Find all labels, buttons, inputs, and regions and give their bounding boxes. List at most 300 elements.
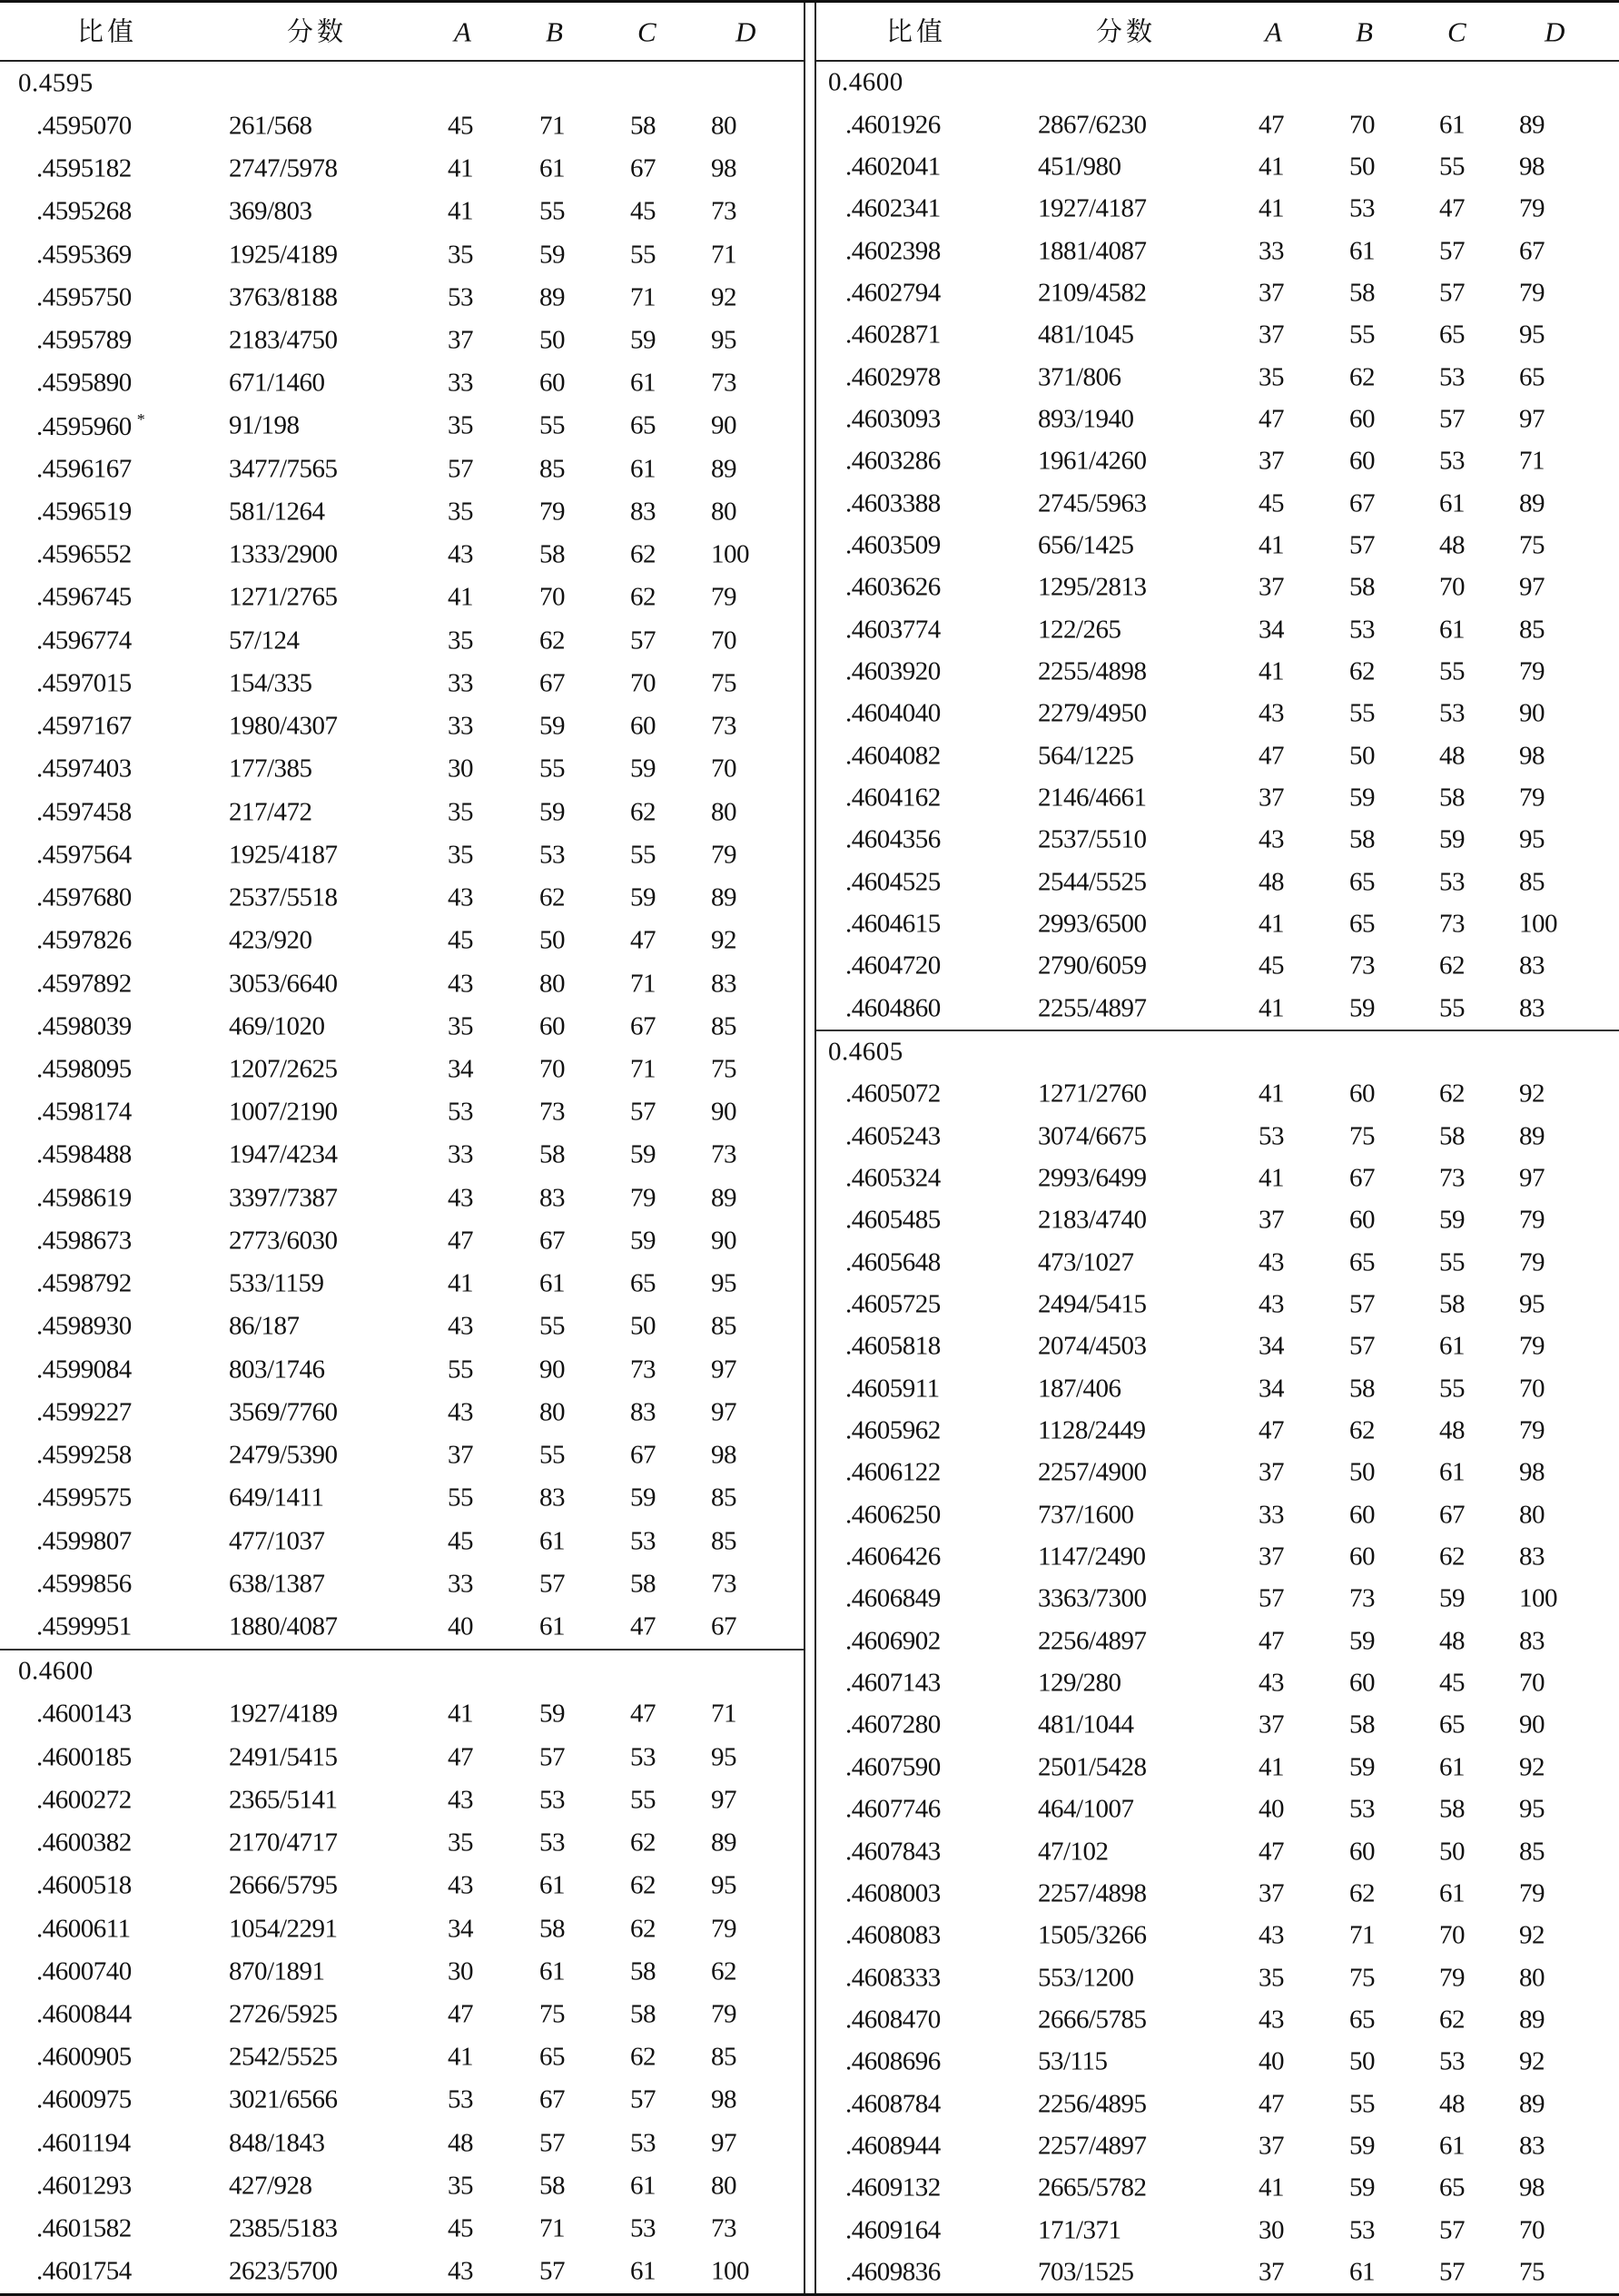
d-cell: 95	[711, 1268, 736, 1298]
a-cell: 37	[1259, 572, 1284, 602]
b-cell: 65	[1349, 1247, 1375, 1277]
table-row	[0, 833, 804, 876]
ratio-cell	[36, 756, 132, 783]
table-row	[0, 1348, 804, 1391]
ratio-cell	[36, 153, 132, 183]
table-row	[0, 1391, 804, 1434]
table-row	[816, 2252, 1619, 2293]
ratio-cell	[845, 2217, 941, 2243]
c-cell: 47	[1439, 193, 1465, 223]
fraction-cell: 2867/6230	[1038, 110, 1147, 140]
table-row	[0, 920, 804, 962]
fraction-cell: 154/335	[229, 668, 312, 698]
ratio-cell	[845, 743, 941, 769]
fraction-cell: 3021/6566	[229, 2084, 338, 2114]
fraction-cell: 1947/4234	[229, 1139, 338, 1169]
c-cell: 61	[630, 368, 656, 398]
ratio-cell	[845, 2175, 941, 2202]
header-fraction: 分数	[1096, 15, 1157, 46]
header-c: C	[637, 15, 656, 47]
a-cell: 41	[1259, 1163, 1284, 1193]
fraction-cell: 2256/4895	[1038, 2089, 1147, 2119]
ratio-value: .4608696	[845, 2046, 941, 2076]
table-row	[816, 1242, 1619, 1284]
a-cell: 41	[1259, 152, 1284, 182]
a-cell: 30	[1259, 2215, 1284, 2245]
table-row	[0, 1520, 804, 1562]
ratio-cell	[845, 2046, 941, 2076]
fraction-cell: 2491/5415	[229, 1742, 338, 1772]
b-cell: 55	[539, 754, 565, 783]
c-cell: 53	[630, 2213, 656, 2243]
table-row	[0, 448, 804, 490]
ratio-cell	[36, 1311, 132, 1341]
c-cell: 55	[1439, 1374, 1465, 1404]
fraction-cell: 1927/4189	[229, 1699, 338, 1729]
c-cell: 61	[1439, 615, 1465, 645]
c-cell: 59	[1439, 1205, 1465, 1235]
a-cell: 34	[448, 1054, 473, 1084]
fraction-cell: 638/1387	[229, 1569, 325, 1599]
d-cell: 97	[711, 1355, 736, 1384]
c-cell: 62	[630, 1914, 656, 1944]
ratio-cell	[845, 322, 941, 349]
d-cell: 79	[711, 1999, 736, 2029]
b-cell: 58	[539, 539, 565, 569]
table-row	[0, 534, 804, 576]
c-cell: 53	[630, 2128, 656, 2158]
b-cell: 83	[539, 1183, 565, 1213]
d-cell: 95	[1519, 1289, 1545, 1319]
a-cell: 43	[448, 2256, 473, 2286]
ratio-cell	[36, 670, 132, 696]
ratio-cell	[845, 698, 941, 728]
ratio-value: .4598930	[36, 1311, 132, 1341]
a-cell: 35	[448, 797, 473, 827]
a-cell: 37	[1259, 446, 1284, 476]
a-cell: 37	[1259, 320, 1284, 350]
ratio-value: .4600975	[36, 2084, 132, 2114]
b-cell: 61	[539, 1526, 565, 1556]
d-cell: 97	[711, 1397, 736, 1427]
d-cell: 85	[1519, 1837, 1545, 1867]
c-cell: 59	[630, 325, 656, 355]
table-row	[816, 482, 1619, 524]
ratio-value: .4599856	[36, 1569, 132, 1599]
d-cell: 95	[1519, 320, 1545, 350]
a-cell: 53	[448, 1097, 473, 1127]
b-cell: 62	[1349, 362, 1375, 392]
c-cell: 62	[630, 797, 656, 827]
b-cell: 61	[539, 1611, 565, 1641]
a-cell: 43	[1259, 1920, 1284, 1950]
fraction-cell: 893/1940	[1038, 404, 1134, 434]
ratio-value: .4603774	[845, 615, 941, 645]
table-body	[0, 62, 804, 2293]
d-cell: 83	[1519, 951, 1545, 980]
b-cell: 60	[539, 368, 565, 398]
ratio-value: .4598095	[36, 1054, 132, 1084]
table-row	[816, 146, 1619, 188]
fraction-cell: 369/803	[229, 196, 312, 226]
ratio-cell	[845, 824, 941, 854]
ratio-cell	[36, 1139, 132, 1169]
table-row	[0, 1907, 804, 1950]
table-row	[0, 1821, 804, 1864]
fraction-cell: 3363/7300	[1038, 1583, 1147, 1613]
ratio-cell	[845, 1794, 941, 1824]
c-cell: 55	[1439, 1247, 1465, 1277]
d-cell: 83	[711, 969, 736, 999]
c-cell: 70	[1439, 1920, 1465, 1950]
group-row	[0, 62, 804, 104]
ratio-cell	[845, 1163, 941, 1193]
table-right-half	[814, 3, 1619, 2293]
b-cell: 75	[1349, 1121, 1375, 1151]
a-cell: 33	[448, 1139, 473, 1169]
b-cell: 58	[1349, 1374, 1375, 1404]
c-cell: 47	[630, 1699, 656, 1729]
d-cell: 85	[1519, 867, 1545, 897]
table-row	[816, 103, 1619, 145]
d-cell: 70	[1519, 1668, 1545, 1698]
b-cell: 55	[539, 410, 565, 440]
table-row	[816, 862, 1619, 903]
d-cell: 100	[1519, 1583, 1557, 1613]
ratio-cell	[845, 1207, 941, 1234]
fraction-cell: 2537/5510	[1038, 824, 1147, 854]
b-cell: 50	[1349, 1457, 1375, 1487]
d-cell: 83	[1519, 1626, 1545, 1656]
fraction-cell: 2544/5525	[1038, 867, 1147, 897]
table-row	[0, 1263, 804, 1306]
fraction-cell: 649/1411	[229, 1483, 324, 1513]
fraction-cell: 2479/5390	[229, 1440, 338, 1470]
ratio-value: .4595890	[36, 368, 132, 398]
a-cell: 47	[1259, 741, 1284, 771]
d-cell: 75	[711, 1054, 736, 1084]
header-b: B	[1356, 15, 1373, 47]
ratio-cell	[845, 1712, 941, 1739]
a-cell: 41	[448, 2042, 473, 2072]
a-cell: 33	[1259, 236, 1284, 266]
ratio-cell	[845, 532, 941, 558]
b-cell: 57	[1349, 1331, 1375, 1361]
table-row	[0, 1134, 804, 1177]
a-cell: 47	[448, 1226, 473, 1256]
table-row	[0, 233, 804, 276]
a-cell: 43	[448, 882, 473, 912]
ratio-cell	[36, 627, 132, 654]
a-cell: 57	[1259, 1583, 1284, 1613]
table-row	[0, 1434, 804, 1477]
ratio-cell	[845, 616, 941, 643]
ratio-value: .4604162	[845, 783, 941, 813]
a-cell: 57	[448, 454, 473, 484]
table-row	[0, 2208, 804, 2251]
b-cell: 61	[539, 153, 565, 183]
d-cell: 70	[1519, 2215, 1545, 2245]
b-cell: 50	[1349, 2046, 1375, 2076]
d-cell: 90	[711, 410, 736, 440]
ratio-value: .4605725	[845, 1289, 941, 1319]
c-cell: 62	[630, 539, 656, 569]
ratio-cell	[36, 1611, 132, 1641]
table-row	[816, 440, 1619, 482]
table-row	[816, 1536, 1619, 1578]
a-cell: 41	[1259, 1079, 1284, 1109]
ratio-cell	[845, 1880, 941, 1907]
ratio-cell	[845, 953, 941, 980]
ratio-cell	[845, 785, 941, 812]
table-row	[816, 1747, 1619, 1789]
b-cell: 67	[539, 2084, 565, 2114]
table-left-half	[0, 3, 805, 2293]
fraction-cell: 656/1425	[1038, 530, 1134, 560]
ratio-cell	[36, 196, 132, 226]
b-cell: 70	[539, 1054, 565, 1084]
fraction-cell: 2537/5518	[229, 882, 338, 912]
table-row	[0, 276, 804, 319]
b-cell: 61	[1349, 2257, 1375, 2287]
a-cell: 45	[448, 2213, 473, 2243]
d-cell: 97	[711, 2128, 736, 2158]
ratio-cell	[36, 1485, 132, 1512]
ratio-cell	[845, 1670, 941, 1697]
table-row	[0, 576, 804, 619]
ratio-value: .4598174	[36, 1097, 132, 1127]
d-cell: 98	[1519, 152, 1545, 182]
table-section	[0, 1649, 804, 2293]
ratio-value: .4597680	[36, 882, 132, 912]
ratio-value: .4603509	[845, 530, 941, 560]
fraction-cell: 1925/4187	[229, 840, 338, 870]
b-cell: 73	[539, 1097, 565, 1127]
ratio-cell	[36, 1830, 132, 1857]
ratio-cell	[845, 1415, 941, 1445]
fraction-cell: 451/980	[1038, 152, 1121, 182]
a-cell: 48	[448, 2128, 473, 2158]
fraction-cell: 848/1843	[229, 2128, 325, 2158]
d-cell: 83	[1519, 993, 1545, 1023]
b-cell: 57	[1349, 530, 1375, 560]
fraction-cell: 91/198	[229, 410, 300, 440]
d-cell: 85	[1519, 615, 1545, 645]
d-cell: 80	[1519, 1963, 1545, 1993]
b-cell: 65	[1349, 2005, 1375, 2035]
a-cell: 43	[448, 1183, 473, 1213]
c-cell: 67	[1439, 1500, 1465, 1530]
fraction-cell: 1147/2490	[1038, 1542, 1146, 1572]
table-row	[816, 525, 1619, 567]
ratio-value: .4607143	[845, 1668, 941, 1698]
table-header	[816, 3, 1619, 62]
a-cell: 37	[1259, 1710, 1284, 1739]
fraction-cell: 3763/8188	[229, 282, 338, 312]
c-cell: 48	[1439, 1415, 1465, 1445]
table-row	[816, 1325, 1619, 1367]
a-cell: 33	[448, 1569, 473, 1599]
fraction-cell: 477/1037	[229, 1526, 325, 1556]
d-cell: 71	[711, 240, 736, 270]
ratio-value: .4598039	[36, 1011, 132, 1041]
group-row	[816, 1031, 1619, 1073]
b-cell: 61	[1349, 236, 1375, 266]
fraction-cell: 2365/5141	[229, 1785, 338, 1815]
ratio-cell	[36, 412, 144, 441]
a-cell: 41	[1259, 530, 1284, 560]
b-cell: 59	[1349, 1752, 1375, 1782]
d-cell: 71	[1519, 446, 1545, 476]
d-cell: 89	[1519, 2089, 1545, 2119]
table-row	[0, 2164, 804, 2207]
ratio-cell	[36, 1870, 132, 1900]
d-cell: 98	[711, 2084, 736, 2114]
fraction-cell: 1271/2760	[1038, 1079, 1147, 1109]
table-row	[816, 1830, 1619, 1872]
a-cell: 55	[448, 1355, 473, 1384]
fraction-cell: 53/115	[1038, 2046, 1108, 2076]
d-cell: 73	[711, 2213, 736, 2243]
ratio-value: .4602978	[845, 362, 941, 392]
a-cell: 43	[1259, 1247, 1284, 1277]
d-cell: 70	[1519, 1374, 1545, 1404]
ratio-value: .4604082	[845, 741, 941, 771]
ratio-cell	[845, 448, 941, 475]
table-row	[816, 1999, 1619, 2041]
ratio-cell	[36, 2084, 132, 2114]
b-cell: 50	[1349, 741, 1375, 771]
table-row	[0, 1005, 804, 1048]
ratio-value: .4596552	[36, 539, 132, 569]
ratio-value: .4597403	[36, 754, 132, 783]
c-cell: 50	[1439, 1837, 1465, 1867]
ratio-value: .4609164	[845, 2215, 941, 2245]
c-cell: 62	[630, 1828, 656, 1857]
ratio-value: .4607590	[845, 1752, 941, 1782]
b-cell: 83	[539, 1483, 565, 1513]
b-cell: 60	[1349, 1837, 1375, 1867]
fraction-cell: 469/1020	[229, 1011, 325, 1041]
a-cell: 34	[1259, 1331, 1284, 1361]
d-cell: 89	[1519, 1121, 1545, 1151]
a-cell: 34	[1259, 615, 1284, 645]
d-cell: 97	[711, 1785, 736, 1815]
d-cell: 89	[711, 882, 736, 912]
a-cell: 45	[1259, 488, 1284, 518]
b-cell: 57	[1349, 1289, 1375, 1319]
table-row	[0, 104, 804, 147]
d-cell: 85	[711, 1526, 736, 1556]
header-ratio: 比值	[77, 15, 138, 46]
fraction-cell: 2494/5415	[1038, 1289, 1147, 1319]
b-cell: 62	[1349, 1415, 1375, 1445]
table-row	[816, 314, 1619, 356]
b-cell: 55	[1349, 698, 1375, 728]
table-row	[816, 608, 1619, 650]
table-row	[816, 1199, 1619, 1241]
c-cell: 59	[630, 1139, 656, 1169]
c-cell: 53	[630, 1742, 656, 1772]
table-section	[816, 1030, 1619, 2293]
a-cell: 45	[1259, 951, 1284, 980]
ratio-value: .4600740	[36, 1956, 132, 1986]
d-cell: 85	[711, 1311, 736, 1341]
b-cell: 59	[1349, 2131, 1375, 2161]
ratio-cell	[36, 1399, 132, 1425]
a-cell: 40	[1259, 1794, 1284, 1824]
b-cell: 62	[1349, 656, 1375, 686]
c-cell: 83	[630, 1397, 656, 1427]
d-cell: 73	[711, 368, 736, 398]
b-cell: 75	[1349, 1963, 1375, 1993]
d-cell: 73	[711, 711, 736, 741]
ratio-value: .4605243	[845, 1121, 941, 1151]
ratio-value: .4604525	[845, 867, 941, 897]
b-cell: 59	[1349, 993, 1375, 1023]
table-row	[0, 1779, 804, 1821]
c-cell: 57	[630, 1097, 656, 1127]
ratio-cell	[845, 1838, 941, 1865]
b-cell: 53	[1349, 2215, 1375, 2245]
ratio-value: .4596519	[36, 497, 132, 527]
ratio-value: .4597015	[36, 668, 132, 698]
header-ratio: 比值	[886, 15, 947, 46]
fraction-cell: 1881/4087	[1038, 236, 1147, 266]
b-cell: 70	[539, 582, 565, 612]
a-cell: 37	[1259, 1542, 1284, 1572]
table-header	[0, 3, 804, 62]
ratio-value: .4606902	[845, 1626, 941, 1656]
fraction-cell: 564/1225	[1038, 741, 1134, 771]
ratio-value: .4600382	[36, 1828, 132, 1857]
fraction-cell: 2666/5785	[1038, 2005, 1147, 2035]
ratio-value: .4609132	[845, 2173, 941, 2202]
a-cell: 41	[1259, 656, 1284, 686]
d-cell: 73	[711, 196, 736, 226]
a-cell: 34	[1259, 1374, 1284, 1404]
c-cell: 61	[630, 454, 656, 484]
d-cell: 79	[1519, 783, 1545, 813]
b-cell: 50	[539, 925, 565, 955]
table-row	[816, 1284, 1619, 1325]
ratio-cell	[845, 364, 941, 390]
d-cell: 85	[711, 1011, 736, 1041]
c-cell: 53	[1439, 2046, 1465, 2076]
ratio-cell	[36, 1440, 132, 1470]
d-cell: 95	[711, 1742, 736, 1772]
ratio-value: .4598792	[36, 1268, 132, 1298]
ratio-cell	[845, 2259, 941, 2285]
table-row	[0, 662, 804, 705]
ratio-cell	[36, 1958, 132, 1985]
c-cell: 59	[630, 1483, 656, 1513]
c-cell: 59	[630, 1226, 656, 1256]
c-cell: 48	[1439, 1626, 1465, 1656]
ratio-value: .4600611	[36, 1914, 131, 1944]
group-row	[0, 1651, 804, 1693]
table-row	[0, 405, 804, 448]
c-cell: 70	[630, 668, 656, 698]
a-cell: 33	[1259, 1500, 1284, 1530]
c-cell: 61	[1439, 1331, 1465, 1361]
a-cell: 41	[1259, 1752, 1284, 1782]
table-row	[0, 705, 804, 748]
ratio-cell	[36, 1268, 132, 1298]
c-cell: 55	[1439, 656, 1465, 686]
d-cell: 90	[711, 1226, 736, 1256]
table-row	[0, 362, 804, 405]
